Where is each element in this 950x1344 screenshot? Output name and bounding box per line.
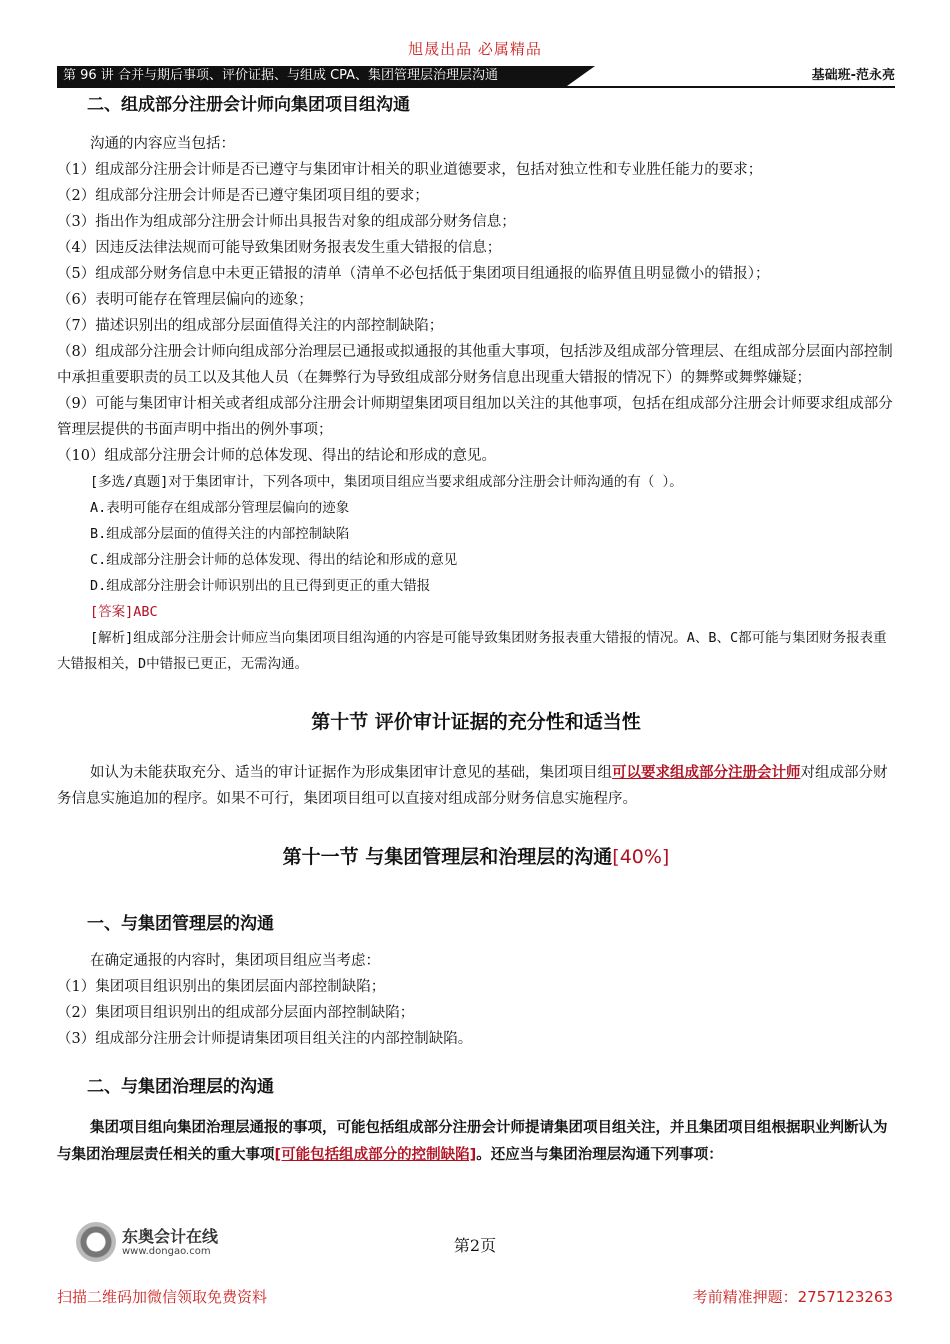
list-item: （8）组成部分注册会计师向组成部分治理层已通报或拟通报的其他重大事项，包括涉及组成部分管理层、在组成部分层面内部控制中承担重要职责的员工以及其他人员（在舞弊行为导致组成部分财务信息出现重大错报的情况下）的舞弊或舞弊嫌疑； <box>57 344 893 386</box>
header-bar <box>57 66 895 88</box>
exam-question <box>57 469 895 677</box>
governance-paragraph: 集团项目组向集团治理层通报的事项，可能包括组成部分注册会计师提请集团项目组关注，并且集团项目组根据职业判断认为与集团治理层责任相关的重大事项[可能包括组成部分的控制缺陷]。还应当与集团治理层沟通下列事项： <box>57 1120 888 1163</box>
subsection-governance-heading: 二、与集团治理层的沟通 <box>87 1077 274 1097</box>
option-b: B.组成部分层面的值得关注的内部控制缺陷 <box>90 526 350 542</box>
list-item: （4）因违反法律法规而可能导致集团财务报表发生重大错报的信息； <box>57 240 502 256</box>
header-triangle <box>567 66 595 86</box>
page-number: 第2页 <box>453 1236 497 1255</box>
list-item: （6）表明可能存在管理层偏向的迹象； <box>57 292 313 308</box>
list-item: （3）组成部分注册会计师提请集团项目组关注的内部控制缺陷。 <box>57 1031 473 1047</box>
governance-highlight: [可能包括组成部分的控制缺陷] <box>274 1147 477 1163</box>
analysis-tag: [解析] <box>90 630 134 646</box>
section-heading-component-communication: 二、组成部分注册会计师向集团项目组沟通 <box>87 95 410 115</box>
highlight-phrase: 可以要求组成部分注册会计师 <box>612 764 801 781</box>
footer-left-promo: 扫描二维码加微信领取免费资料 <box>57 1288 268 1306</box>
subsection-management-heading: 一、与集团管理层的沟通 <box>87 914 274 934</box>
logo-name: 东奥会计在线 <box>122 1227 219 1246</box>
list-item: （10）组成部分注册会计师的总体发现、得出的结论和形成的意见。 <box>57 448 496 464</box>
header-slogan: 旭晟出品 必属精品 <box>408 40 542 58</box>
section-11-title: 第十一节 与集团管理层和治理层的沟通[40%] <box>282 846 670 868</box>
communication-list <box>57 131 895 469</box>
list-item: （7）描述识别出的组成部分层面值得关注的内部控制缺陷； <box>57 318 444 334</box>
list-item: （2）组成部分注册会计师是否已遵守集团项目组的要求； <box>57 188 429 204</box>
list-item: （1）组成部分注册会计师是否已遵守与集团审计相关的职业道德要求，包括对独立性和专业胜任能力的要求； <box>57 162 763 178</box>
option-d: D.组成部分注册会计师识别出的且已得到更正的重大错报 <box>90 578 431 594</box>
answer: [答案]ABC <box>90 604 158 620</box>
question-tag: [多选/真题] <box>90 474 169 490</box>
communication-intro: 沟通的内容应当包括： <box>90 136 235 152</box>
list-item: （9）可能与集团审计相关或者组成部分注册会计师期望集团项目组加以关注的其他事项，包括在组成部分注册会计师要求组成部分管理层提供的书面声明中指出的例外事项； <box>57 396 893 438</box>
management-intro: 在确定通报的内容时，集团项目组应当考虑： <box>90 953 380 969</box>
section-10-title: 第十节 评价审计证据的充分性和适当性 <box>311 711 641 733</box>
question-stem: [多选/真题]对于集团审计，下列各项中，集团项目组应当要求组成部分注册会计师沟通的有（ ）。 <box>90 474 683 490</box>
page-content <box>57 88 895 1169</box>
class-name: 基础班-范永亮 <box>811 68 895 83</box>
lecture-title: 第 96 讲 合并与期后事项、评价证据、与组成 CPA、集团管理层治理层沟通 <box>57 66 567 86</box>
management-list <box>57 948 895 1052</box>
weight-badge: [40%] <box>612 846 670 868</box>
option-c: C.组成部分注册会计师的总体发现、得出的结论和形成的意见 <box>90 552 458 568</box>
list-item: （2）集团项目组识别出的组成部分层面内部控制缺陷； <box>57 1005 415 1021</box>
footer-right-promo: 考前精准押题：2757123263 <box>692 1288 893 1306</box>
list-item: （5）组成部分财务信息中未更正错报的清单（清单不必包括低于集团项目组通报的临界值且明显微小的错报）； <box>57 266 770 282</box>
list-item: （1）集团项目组识别出的集团层面内部控制缺陷； <box>57 979 386 995</box>
logo-url: www.dongao.com <box>122 1246 211 1257</box>
option-a: A.表明可能存在组成部分管理层偏向的迹象 <box>90 500 350 516</box>
section-10-paragraph: 如认为未能获取充分、适当的审计证据作为形成集团审计意见的基础，集团项目组可以要求组成部分注册会计师对组成部分财务信息实施追加的程序。如果不可行，集团项目组可以直接对组成部分财务信息实施程序。 <box>57 764 888 807</box>
list-item: （3）指出作为组成部分注册会计师出具报告对象的组成部分财务信息； <box>57 214 516 230</box>
analysis: [解析]组成部分注册会计师应当向集团项目组沟通的内容是可能导致集团财务报表重大错报的情况。A、B、C都可能与集团财务报表重大错报相关，D中错报已更正，无需沟通。 <box>57 630 887 672</box>
